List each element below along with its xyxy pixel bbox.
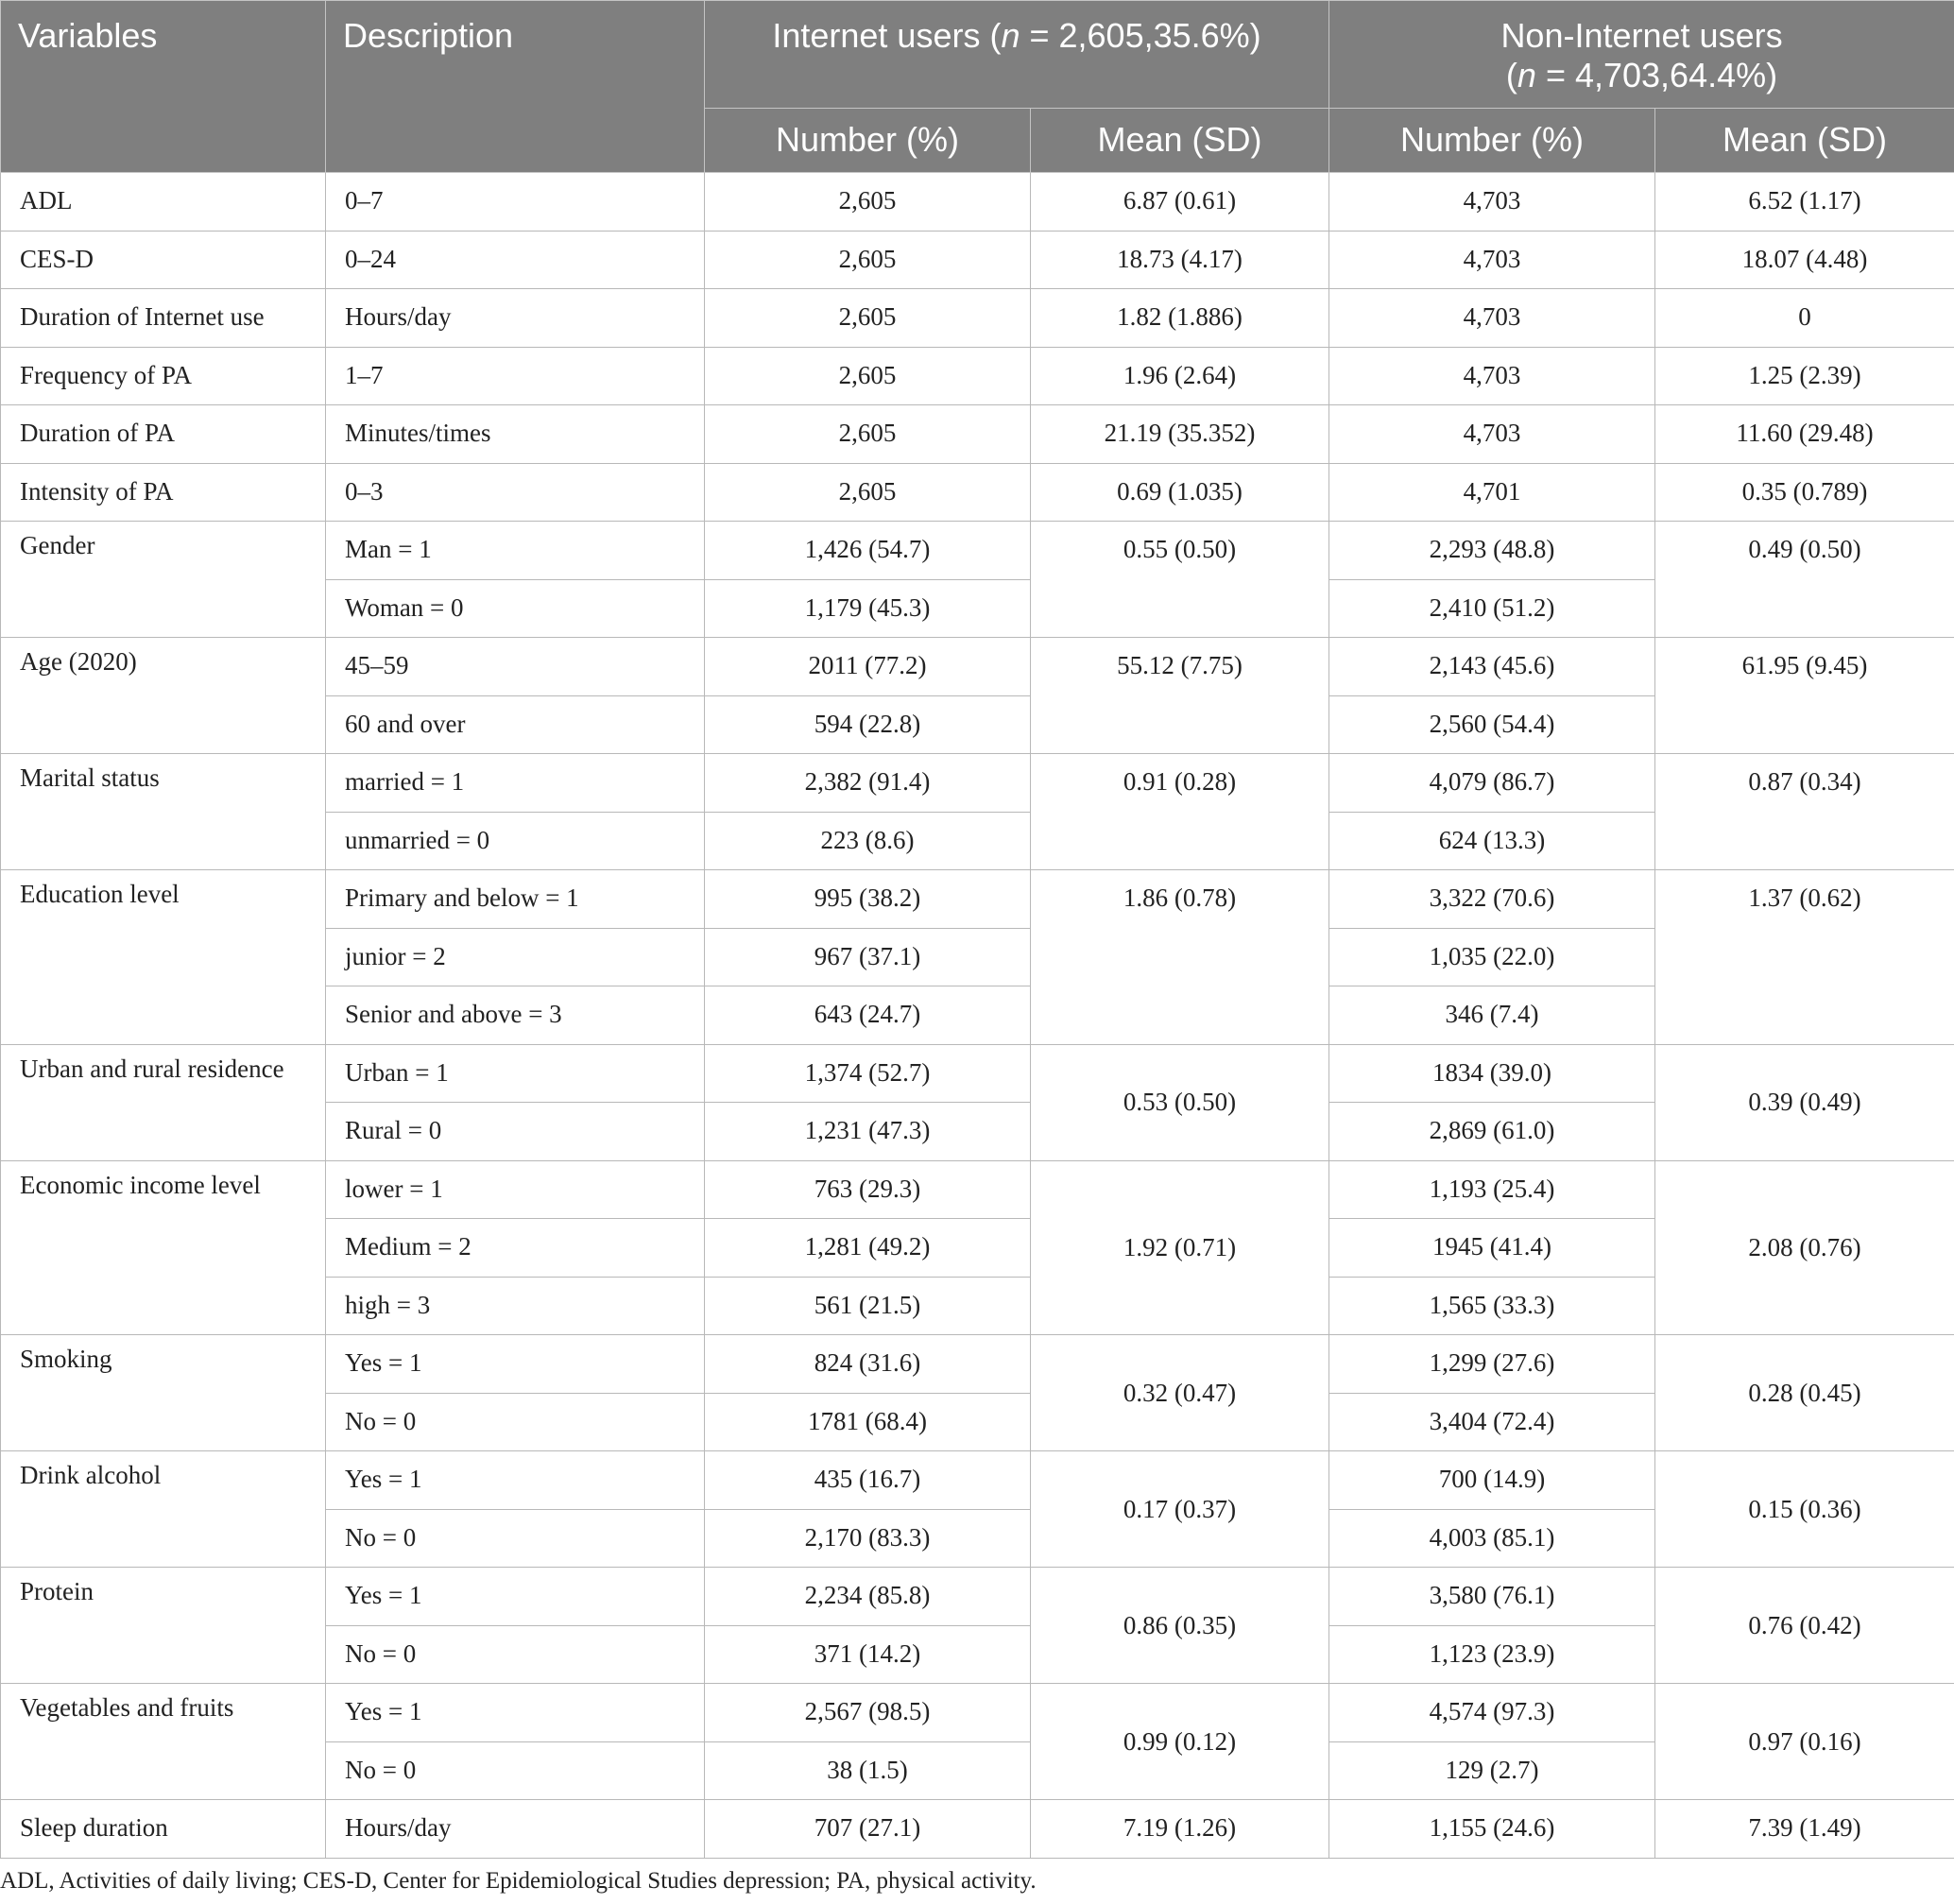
iu-number-cell: 1,426 (54.7) <box>705 522 1031 580</box>
iu-number-cell: 2,605 <box>705 231 1031 289</box>
description-cell: married = 1 <box>326 754 705 813</box>
description-cell: unmarried = 0 <box>326 812 705 870</box>
description-cell: Hours/day <box>326 289 705 348</box>
header-non-internet-users: Non-Internet users (n = 4,703,64.4%) <box>1329 1 1954 109</box>
variable-cell: Protein <box>1 1568 326 1684</box>
description-cell: No = 0 <box>326 1393 705 1451</box>
iu-number-cell: 435 (16.7) <box>705 1451 1031 1510</box>
description-cell: Urban = 1 <box>326 1044 705 1103</box>
niu-number-cell: 1945 (41.4) <box>1329 1219 1655 1278</box>
niu-number-cell: 346 (7.4) <box>1329 986 1655 1045</box>
iu-mean-cell: 0.53 (0.50) <box>1031 1044 1329 1160</box>
description-cell: Senior and above = 3 <box>326 986 705 1045</box>
iu-number-cell: 223 (8.6) <box>705 812 1031 870</box>
niu-number-cell: 4,079 (86.7) <box>1329 754 1655 813</box>
table-footnote: ADL, Activities of daily living; CES-D, Center for Epidemiological Studies depression; PA, physical activity. <box>0 1868 1037 1894</box>
table-row <box>1 289 1954 348</box>
niu-mean-cell: 0.39 (0.49) <box>1655 1044 1954 1160</box>
niu-number-cell: 2,869 (61.0) <box>1329 1103 1655 1161</box>
niu-number-cell: 1,193 (25.4) <box>1329 1160 1655 1219</box>
description-cell: Yes = 1 <box>326 1451 705 1510</box>
description-cell: high = 3 <box>326 1277 705 1335</box>
iu-number-cell: 561 (21.5) <box>705 1277 1031 1335</box>
variable-cell: Frequency of PA <box>1 347 326 405</box>
description-cell: 0–7 <box>326 173 705 232</box>
description-cell: Woman = 0 <box>326 579 705 638</box>
iu-number-cell: 2,605 <box>705 405 1031 464</box>
table-row <box>1 405 1954 464</box>
iu-number-cell: 371 (14.2) <box>705 1625 1031 1684</box>
header-description: Description <box>326 1 705 173</box>
niu-number-cell: 624 (13.3) <box>1329 812 1655 870</box>
header-niu-number: Number (%) <box>1329 109 1655 173</box>
table-row <box>1 173 1954 232</box>
niu-number-cell: 4,703 <box>1329 347 1655 405</box>
description-cell: 1–7 <box>326 347 705 405</box>
niu-number-cell: 2,143 (45.6) <box>1329 638 1655 696</box>
description-cell: 0–3 <box>326 463 705 522</box>
niu-number-cell: 2,410 (51.2) <box>1329 579 1655 638</box>
niu-mean-cell: 0.35 (0.789) <box>1655 463 1954 522</box>
iu-number-cell: 2,382 (91.4) <box>705 754 1031 813</box>
niu-number-cell: 3,580 (76.1) <box>1329 1568 1655 1626</box>
description-cell: Yes = 1 <box>326 1568 705 1626</box>
variable-cell: Economic income level <box>1 1160 326 1335</box>
table-row <box>1 1160 1954 1219</box>
iu-number-cell: 1,374 (52.7) <box>705 1044 1031 1103</box>
variable-cell: Marital status <box>1 754 326 870</box>
iu-mean-cell: 1.96 (2.64) <box>1031 347 1329 405</box>
niu-mean-cell: 18.07 (4.48) <box>1655 231 1954 289</box>
table-row <box>1 1684 1954 1742</box>
niu-mean-cell: 0.49 (0.50) <box>1655 522 1954 638</box>
niu-mean-cell: 1.37 (0.62) <box>1655 870 1954 1045</box>
niu-number-cell: 1,299 (27.6) <box>1329 1335 1655 1394</box>
description-cell: No = 0 <box>326 1509 705 1568</box>
niu-number-cell: 129 (2.7) <box>1329 1741 1655 1800</box>
iu-number-cell: 2,567 (98.5) <box>705 1684 1031 1742</box>
description-cell: Man = 1 <box>326 522 705 580</box>
niu-number-cell: 2,560 (54.4) <box>1329 695 1655 754</box>
iu-mean-cell: 1.86 (0.78) <box>1031 870 1329 1045</box>
description-cell: No = 0 <box>326 1741 705 1800</box>
niu-mean-cell: 1.25 (2.39) <box>1655 347 1954 405</box>
niu-mean-cell: 61.95 (9.45) <box>1655 638 1954 754</box>
iu-number-cell: 2,170 (83.3) <box>705 1509 1031 1568</box>
niu-mean-cell: 7.39 (1.49) <box>1655 1800 1954 1859</box>
description-cell: junior = 2 <box>326 928 705 986</box>
iu-number-cell: 2,605 <box>705 173 1031 232</box>
variable-cell: Intensity of PA <box>1 463 326 522</box>
header-variables: Variables <box>1 1 326 173</box>
header-iu-mean: Mean (SD) <box>1031 109 1329 173</box>
iu-number-cell: 967 (37.1) <box>705 928 1031 986</box>
table-row <box>1 347 1954 405</box>
description-cell: Minutes/times <box>326 405 705 464</box>
iu-number-cell: 2,605 <box>705 289 1031 348</box>
description-cell: Medium = 2 <box>326 1219 705 1278</box>
iu-mean-cell: 0.17 (0.37) <box>1031 1451 1329 1568</box>
iu-number-cell: 1,281 (49.2) <box>705 1219 1031 1278</box>
iu-mean-cell: 0.69 (1.035) <box>1031 463 1329 522</box>
niu-number-cell: 3,322 (70.6) <box>1329 870 1655 929</box>
description-cell: 0–24 <box>326 231 705 289</box>
iu-mean-cell: 1.82 (1.886) <box>1031 289 1329 348</box>
niu-mean-cell: 0.15 (0.36) <box>1655 1451 1954 1568</box>
niu-number-cell: 1834 (39.0) <box>1329 1044 1655 1103</box>
table-row <box>1 638 1954 696</box>
iu-mean-cell: 1.92 (0.71) <box>1031 1160 1329 1335</box>
description-cell: Rural = 0 <box>326 1103 705 1161</box>
header-iu-number: Number (%) <box>705 109 1031 173</box>
table-row <box>1 1451 1954 1510</box>
variable-cell: CES-D <box>1 231 326 289</box>
description-cell: 60 and over <box>326 695 705 754</box>
description-cell: No = 0 <box>326 1625 705 1684</box>
variable-cell: Age (2020) <box>1 638 326 754</box>
iu-number-cell: 707 (27.1) <box>705 1800 1031 1859</box>
niu-number-cell: 1,565 (33.3) <box>1329 1277 1655 1335</box>
table-body <box>1 173 1954 1859</box>
iu-number-cell: 643 (24.7) <box>705 986 1031 1045</box>
table-row <box>1 754 1954 813</box>
niu-number-cell: 4,703 <box>1329 173 1655 232</box>
variable-cell: Sleep duration <box>1 1800 326 1859</box>
description-cell: Yes = 1 <box>326 1335 705 1394</box>
iu-mean-cell: 55.12 (7.75) <box>1031 638 1329 754</box>
niu-number-cell: 4,701 <box>1329 463 1655 522</box>
table-row <box>1 1800 1954 1859</box>
iu-number-cell: 2,605 <box>705 347 1031 405</box>
iu-mean-cell: 18.73 (4.17) <box>1031 231 1329 289</box>
iu-number-cell: 2,605 <box>705 463 1031 522</box>
iu-number-cell: 824 (31.6) <box>705 1335 1031 1394</box>
description-cell: Primary and below = 1 <box>326 870 705 929</box>
iu-mean-cell: 21.19 (35.352) <box>1031 405 1329 464</box>
niu-number-cell: 4,003 (85.1) <box>1329 1509 1655 1568</box>
niu-mean-cell: 11.60 (29.48) <box>1655 405 1954 464</box>
header-niu-mean: Mean (SD) <box>1655 109 1954 173</box>
table-row <box>1 1044 1954 1103</box>
table-row <box>1 870 1954 929</box>
iu-number-cell: 2,234 (85.8) <box>705 1568 1031 1626</box>
table-row <box>1 463 1954 522</box>
iu-number-cell: 38 (1.5) <box>705 1741 1031 1800</box>
variable-cell: ADL <box>1 173 326 232</box>
niu-number-cell: 1,035 (22.0) <box>1329 928 1655 986</box>
iu-number-cell: 995 (38.2) <box>705 870 1031 929</box>
variable-cell: Duration of PA <box>1 405 326 464</box>
niu-number-cell: 1,155 (24.6) <box>1329 1800 1655 1859</box>
description-cell: lower = 1 <box>326 1160 705 1219</box>
niu-mean-cell: 0.76 (0.42) <box>1655 1568 1954 1684</box>
variable-cell: Education level <box>1 870 326 1045</box>
iu-mean-cell: 0.32 (0.47) <box>1031 1335 1329 1451</box>
variable-cell: Drink alcohol <box>1 1451 326 1568</box>
niu-number-cell: 2,293 (48.8) <box>1329 522 1655 580</box>
table-header <box>1 1 1954 173</box>
niu-mean-cell: 0.97 (0.16) <box>1655 1684 1954 1800</box>
niu-mean-cell: 6.52 (1.17) <box>1655 173 1954 232</box>
iu-mean-cell: 0.55 (0.50) <box>1031 522 1329 638</box>
iu-number-cell: 1781 (68.4) <box>705 1393 1031 1451</box>
niu-number-cell: 3,404 (72.4) <box>1329 1393 1655 1451</box>
variable-cell: Vegetables and fruits <box>1 1684 326 1800</box>
iu-number-cell: 594 (22.8) <box>705 695 1031 754</box>
iu-mean-cell: 7.19 (1.26) <box>1031 1800 1329 1859</box>
niu-number-cell: 4,703 <box>1329 289 1655 348</box>
table-row <box>1 231 1954 289</box>
niu-number-cell: 700 (14.9) <box>1329 1451 1655 1510</box>
header-internet-users: Internet users (n = 2,605,35.6%) <box>705 1 1329 109</box>
iu-mean-cell: 6.87 (0.61) <box>1031 173 1329 232</box>
iu-number-cell: 1,231 (47.3) <box>705 1103 1031 1161</box>
iu-number-cell: 1,179 (45.3) <box>705 579 1031 638</box>
iu-mean-cell: 0.86 (0.35) <box>1031 1568 1329 1684</box>
niu-number-cell: 1,123 (23.9) <box>1329 1625 1655 1684</box>
niu-mean-cell: 0 <box>1655 289 1954 348</box>
iu-mean-cell: 0.91 (0.28) <box>1031 754 1329 870</box>
table-row <box>1 1568 1954 1626</box>
niu-number-cell: 4,703 <box>1329 405 1655 464</box>
niu-number-cell: 4,574 (97.3) <box>1329 1684 1655 1742</box>
niu-mean-cell: 0.28 (0.45) <box>1655 1335 1954 1451</box>
table-row <box>1 522 1954 580</box>
variable-cell: Urban and rural residence <box>1 1044 326 1160</box>
variable-cell: Gender <box>1 522 326 638</box>
niu-mean-cell: 2.08 (0.76) <box>1655 1160 1954 1335</box>
variable-cell: Duration of Internet use <box>1 289 326 348</box>
variable-cell: Smoking <box>1 1335 326 1451</box>
iu-number-cell: 2011 (77.2) <box>705 638 1031 696</box>
description-cell: Hours/day <box>326 1800 705 1859</box>
table-row <box>1 1335 1954 1394</box>
iu-mean-cell: 0.99 (0.12) <box>1031 1684 1329 1800</box>
description-cell: 45–59 <box>326 638 705 696</box>
niu-number-cell: 4,703 <box>1329 231 1655 289</box>
niu-mean-cell: 0.87 (0.34) <box>1655 754 1954 870</box>
description-cell: Yes = 1 <box>326 1684 705 1742</box>
iu-number-cell: 763 (29.3) <box>705 1160 1031 1219</box>
